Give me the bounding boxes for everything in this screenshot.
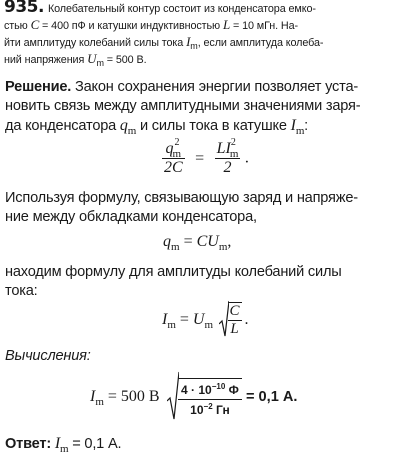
problem-line-3: йти амплитуду колебаний силы тока $I_m$, если амплитуда колеба- bbox=[4, 34, 324, 51]
answer-line: Ответ: $I_m = 0,1$ А. bbox=[5, 435, 122, 455]
calc-label: Вычисления: bbox=[5, 348, 91, 364]
solution-paragraph-2: Используя формулу, связывающую заряд и напряже- ние между обкладками конденсатора, bbox=[5, 190, 358, 225]
problem-number: 935. bbox=[4, 0, 44, 17]
problem-line-4: ний напряжения $U_m = 500$ В. bbox=[4, 51, 147, 68]
answer-label: Ответ: bbox=[5, 436, 52, 452]
solution-paragraph-1: Решение. Закон сохранения энергии позволяет уста- новить связь между амплитудными значениями заря- да конденсатора $q_m$ и силы тока в катушке $I_m$: bbox=[5, 79, 361, 137]
formula-current: $I_m = U_m$ $\frac{C}{L}$ . bbox=[162, 300, 249, 340]
problem-line-2: стью C = 400 пФ и катушки индуктивностью L = 10 мГн. На- bbox=[4, 17, 299, 32]
solution-label: Решение. bbox=[5, 79, 72, 95]
problem-line-1: 935. Колебательный контур состоит из конденсатора емко- bbox=[4, 0, 408, 17]
formula-charge: $q_m = CU_m$, bbox=[163, 233, 232, 253]
formula-calculation: $I_m = 500$ В $\frac{4 \cdot 10^{-10} Ф}{10^{-2} Гн}$ = 0,1 А. bbox=[90, 371, 297, 423]
solution-paragraph-3: находим формулу для амплитуды колебаний силы тока: bbox=[5, 264, 342, 299]
problem-statement bbox=[4, 0, 408, 68]
formula-energy: $\frac{q^2_m}{2C}$ = $\frac{LI^2_m}{2}$ . bbox=[164, 137, 249, 176]
